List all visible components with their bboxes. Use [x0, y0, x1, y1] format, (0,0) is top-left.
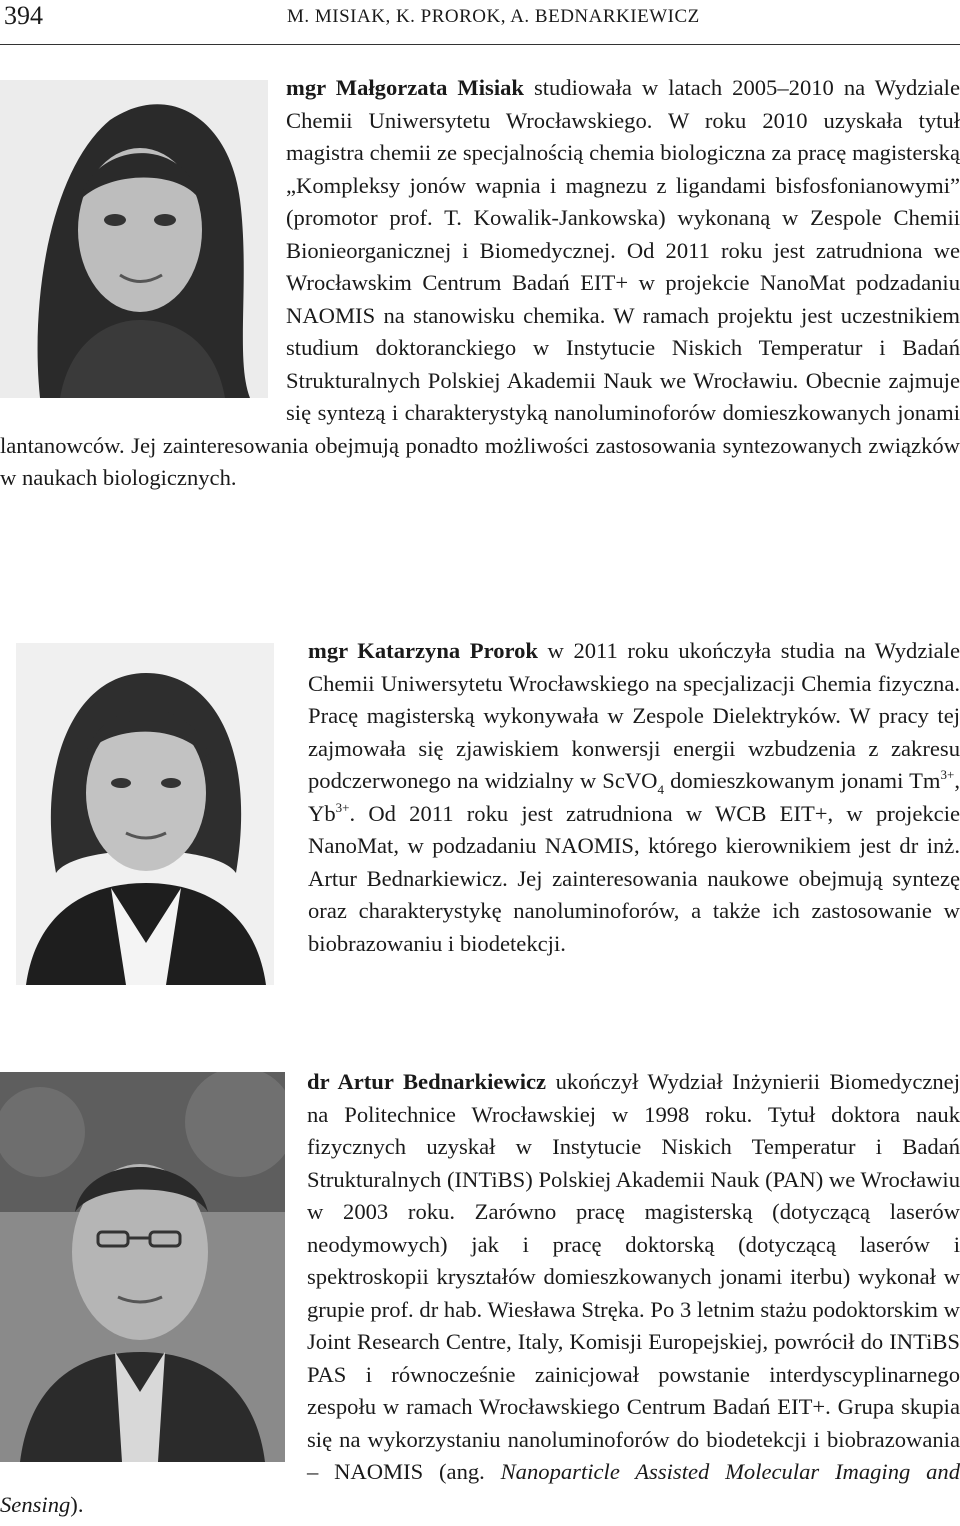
- bio2-text-b: domieszkowanym jonami Tm: [664, 768, 941, 793]
- portrait-woman-long-hair: [0, 80, 268, 398]
- bio1-name: mgr Małgorzata Misiak: [286, 75, 524, 100]
- bio2-text-a: w 2011 roku ukończyła studia na Wydziale Chemii Uniwersytetu Wrocławskiego na specjalizacji Chemia fizyczna. Pracę magisterską wykonywała w Zespole Dielektryków. W pracy tej zajmowała się zjawiskiem konwersji energii wzbudzenia z zakresu podczerwonego na widzialny w ScVO: [308, 638, 960, 793]
- portrait-man: [0, 1072, 285, 1462]
- bio2-text-d: . Od 2011 roku jest zatrudniona w WCB EIT+, w projekcie NanoMat, w podzadaniu NAOMIS, którego kierownikiem jest dr inż. Artur Bednarkiewicz. Jej zainteresowania naukowe obejmują syntezę oraz charakterystykę nanoluminoforów, a także ich zastosowanie w biobrazowaniu i biodetekcji.: [308, 800, 960, 956]
- bio3-name: dr Artur Bednarkiewicz: [307, 1069, 547, 1094]
- page-number: 394: [4, 1, 43, 30]
- bio-misiak: [0, 72, 960, 495]
- portrait-photo-bednarkiewicz: [0, 1072, 285, 1462]
- page-header: [0, 0, 960, 45]
- bio2-sup2: 3+: [335, 799, 350, 815]
- bio2-text-c: , Yb: [308, 768, 960, 826]
- bio3-text-a: ukończył Wydział Inżynierii Biomedycznej na Politechnice Wrocławskiej w 1998 roku. Tytuł doktora nauk fizycznych uzyskał w Instytucie Niskich Temperatur i Badań Strukturalnych (INTiBS) Polskiej Akademii Nauk (PAN) we Wrocławiu w 2003 roku. Zarówno pracę magisterską (dotyczącą laserów neodymowych) jak i pracę doktorską (dotyczącą laserów i spektroskopii kryształów domieszkowanych jonami iterbu) wykonał w grupie prof. dr hab. Wiesława Stręka. Po 3 letnim stażu podoktorskim w Joint Research Centre, Italy, Komisji Europejskiej, powrócił do INTiBS PAS i równocześnie zainicjował powstanie interdyscyplinarnego zespołu w ramach Wrocławskiego Centrum Badań EIT+. Grupa skupia się na wykorzystaniu nanoluminoforów do biodetekcji i biobrazowania – NAOMIS (ang.: [307, 1069, 960, 1484]
- bio3-text-b: ).: [70, 1491, 84, 1517]
- portrait-woman-short-hair: [16, 643, 274, 985]
- bio2-sup1: 3+: [940, 767, 955, 782]
- bio-prorok: [0, 635, 960, 995]
- running-head: M. MISIAK, K. PROROK, A. BEDNARKIEWICZ: [287, 6, 700, 27]
- bio-bednarkiewicz: [0, 1066, 960, 1521]
- portrait-photo-prorok: [16, 643, 274, 985]
- bio3-italic-title: Nanoparticle Assisted Molecular Imaging and Sensing: [0, 1459, 960, 1517]
- bio2-sub: 4: [657, 782, 664, 797]
- bio1-text: studiowała w latach 2005–2010 na Wydziale Chemii Uniwersytetu Wrocławskiego. W roku 2010 uzyskała tytuł magistra chemii ze specjalnością chemia biologiczna za pracę magisterską „Kompleksy jonów wapnia i magnezu z ligandami bisfosfonianowymi” (promotor prof. T. Kowalik-Jankowska) wykonaną w Zespole Chemii Bionieorganicznej i Biomedycznej. Od 2011 roku jest zatrudniona we Wrocławskim Centrum Badań EIT+ w projekcie NanoMat podzadaniu NAOMIS na stanowisku chemika. W ramach projektu jest uczestnikiem studium doktoranckiego w Instytucie Niskich Temperatur i Badań Strukturalnych Polskiej Akademii Nauk we Wrocławiu. Obecnie zajmuje się syntezą i charakterystyką nanoluminoforów domieszkowanych jonami lantanowców. Jej zainteresowania obejmują ponadto możliwości zastosowania syntezowanych związków w naukach biologicznych.: [0, 75, 960, 490]
- bio2-name: mgr Katarzyna Prorok: [308, 638, 538, 663]
- portrait-photo-misiak: [0, 80, 268, 398]
